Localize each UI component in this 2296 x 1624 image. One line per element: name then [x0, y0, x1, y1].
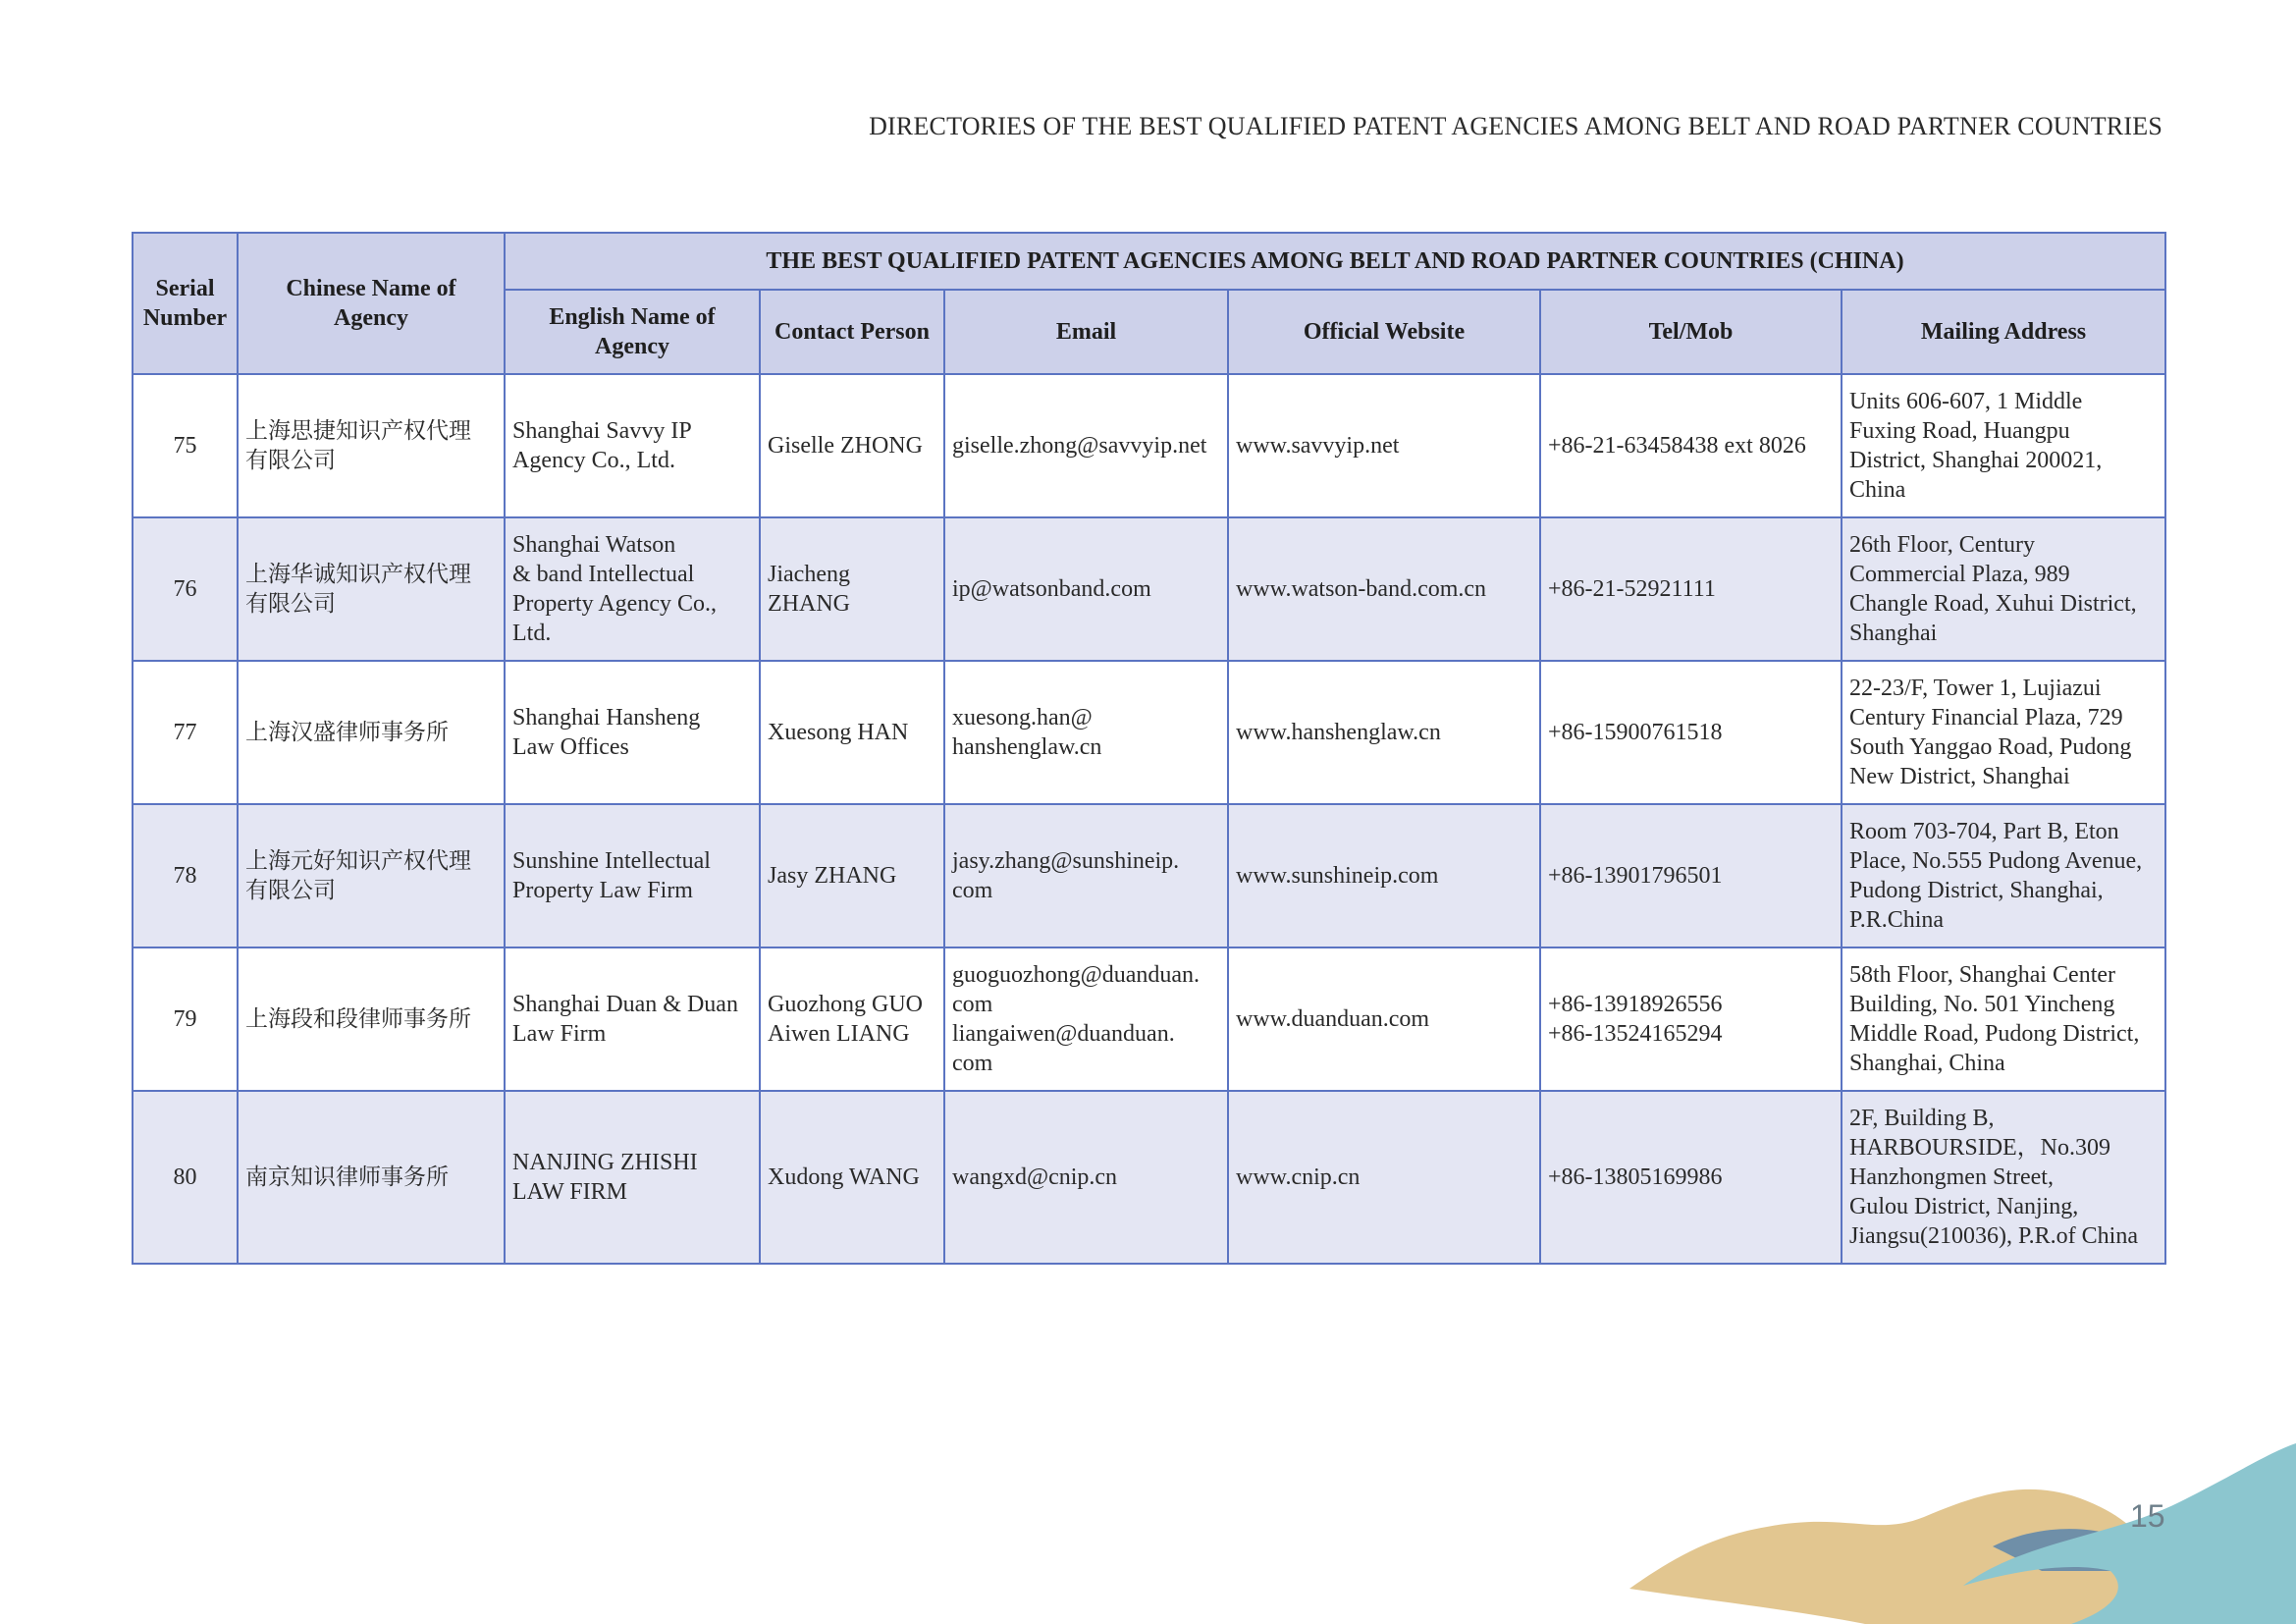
- col-header-address: Mailing Address: [1842, 290, 2165, 374]
- english-name-cell: Shanghai Watson & band Intellectual Property Agency Co., Ltd.: [505, 517, 760, 661]
- col-header-english-name: English Name of Agency: [505, 290, 760, 374]
- contact-cell: Giselle ZHONG: [760, 374, 944, 517]
- serial-cell: 76: [133, 517, 238, 661]
- serial-cell: 77: [133, 661, 238, 804]
- email-cell[interactable]: xuesong.han@ hanshenglaw.cn: [944, 661, 1228, 804]
- col-header-website: Official Website: [1228, 290, 1540, 374]
- tel-cell: +86-13805169986: [1540, 1091, 1842, 1264]
- address-cell: 22-23/F, Tower 1, Lujiazui Century Financial Plaza, 729 South Yanggao Road, Pudong New District, Shanghai: [1842, 661, 2165, 804]
- website-cell[interactable]: www.watson-band.com.cn: [1228, 517, 1540, 661]
- col-header-chinese-name: Chinese Name of Agency: [238, 233, 505, 374]
- chinese-name-cell: 上海汉盛律师事务所: [238, 661, 505, 804]
- english-name-cell: NANJING ZHISHI LAW FIRM: [505, 1091, 760, 1264]
- col-header-email: Email: [944, 290, 1228, 374]
- contact-cell: Jiacheng ZHANG: [760, 517, 944, 661]
- contact-cell: Xuesong HAN: [760, 661, 944, 804]
- tel-cell: +86-21-63458438 ext 8026: [1540, 374, 1842, 517]
- contact-cell: Jasy ZHANG: [760, 804, 944, 947]
- website-cell[interactable]: www.sunshineip.com: [1228, 804, 1540, 947]
- email-cell[interactable]: wangxd@cnip.cn: [944, 1091, 1228, 1264]
- address-cell: Room 703-704, Part B, Eton Place, No.555 Pudong Avenue, Pudong District, Shanghai, P.R.China: [1842, 804, 2165, 947]
- tel-cell: +86-15900761518: [1540, 661, 1842, 804]
- col-header-tel: Tel/Mob: [1540, 290, 1842, 374]
- table-group-title: THE BEST QUALIFIED PATENT AGENCIES AMONG BELT AND ROAD PARTNER COUNTRIES (CHINA): [505, 233, 2165, 290]
- tel-cell: +86-13901796501: [1540, 804, 1842, 947]
- address-cell: Units 606-607, 1 Middle Fuxing Road, Huangpu District, Shanghai 200021, China: [1842, 374, 2165, 517]
- chinese-name-cell: 南京知识律师事务所: [238, 1091, 505, 1264]
- address-cell: 2F, Building B, HARBOURSIDE，No.309 Hanzhongmen Street, Gulou District, Nanjing, Jiangsu(210036), P.R.of China: [1842, 1091, 2165, 1264]
- serial-cell: 79: [133, 947, 238, 1091]
- tel-cell: +86-13918926556 +86-13524165294: [1540, 947, 1842, 1091]
- email-cell[interactable]: guoguozhong@duanduan. com liangaiwen@duanduan. com: [944, 947, 1228, 1091]
- email-cell[interactable]: giselle.zhong@savvyip.net: [944, 374, 1228, 517]
- tel-cell: +86-21-52921111: [1540, 517, 1842, 661]
- chinese-name-cell: 上海思捷知识产权代理 有限公司: [238, 374, 505, 517]
- address-cell: 58th Floor, Shanghai Center Building, No. 501 Yincheng Middle Road, Pudong District, Shanghai, China: [1842, 947, 2165, 1091]
- col-header-contact: Contact Person: [760, 290, 944, 374]
- contact-cell: Xudong WANG: [760, 1091, 944, 1264]
- email-cell[interactable]: ip@watsonband.com: [944, 517, 1228, 661]
- english-name-cell: Shanghai Duan & Duan Law Firm: [505, 947, 760, 1091]
- col-header-serial: Serial Number: [133, 233, 238, 374]
- serial-cell: 78: [133, 804, 238, 947]
- serial-cell: 75: [133, 374, 238, 517]
- contact-cell: Guozhong GUO Aiwen LIANG: [760, 947, 944, 1091]
- address-cell: 26th Floor, Century Commercial Plaza, 989 Changle Road, Xuhui District, Shanghai: [1842, 517, 2165, 661]
- page-number: 15: [2130, 1498, 2165, 1534]
- chinese-name-cell: 上海华诚知识产权代理 有限公司: [238, 517, 505, 661]
- chinese-name-cell: 上海元好知识产权代理 有限公司: [238, 804, 505, 947]
- email-cell[interactable]: jasy.zhang@sunshineip. com: [944, 804, 1228, 947]
- website-cell[interactable]: www.hanshenglaw.cn: [1228, 661, 1540, 804]
- website-cell[interactable]: www.cnip.cn: [1228, 1091, 1540, 1264]
- english-name-cell: Shanghai Hansheng Law Offices: [505, 661, 760, 804]
- english-name-cell: Shanghai Savvy IP Agency Co., Ltd.: [505, 374, 760, 517]
- running-title: DIRECTORIES OF THE BEST QUALIFIED PATENT AGENCIES AMONG BELT AND ROAD PARTNER COUNTRIES: [869, 112, 2163, 140]
- website-cell[interactable]: www.duanduan.com: [1228, 947, 1540, 1091]
- website-cell[interactable]: www.savvyip.net: [1228, 374, 1540, 517]
- chinese-name-cell: 上海段和段律师事务所: [238, 947, 505, 1091]
- english-name-cell: Sunshine Intellectual Property Law Firm: [505, 804, 760, 947]
- serial-cell: 80: [133, 1091, 238, 1264]
